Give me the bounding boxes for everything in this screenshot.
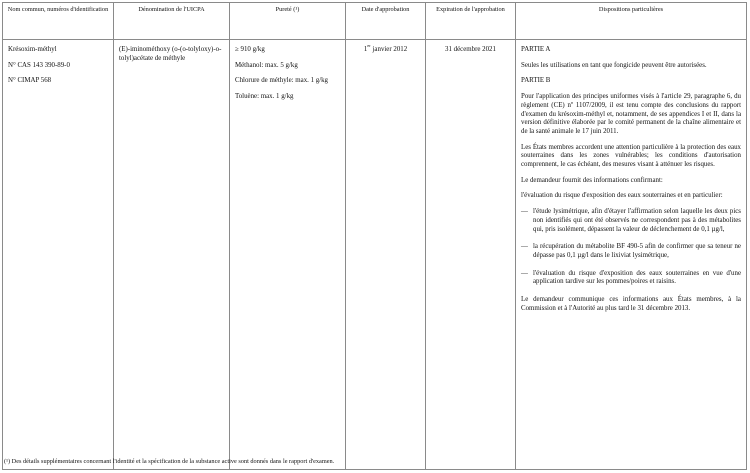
dash-marker: — [521,208,528,216]
substance-table [2,2,747,470]
cell-provisions [516,40,747,470]
purity-main: ≥ 910 g/kg [235,46,265,53]
substance-name: Krésoxim-méthyl [8,46,57,53]
dash-marker: — [521,269,528,277]
cipac-number: N° CIMAP 568 [8,77,52,85]
provision-paragraph: l'évaluation du risque d'exposition des eaux souterraines et en particulier: [521,192,723,200]
dash-marker: — [521,243,528,251]
cell-common-name [3,40,114,470]
header-iupac-name: Dénomination de l'UICPA [114,3,230,40]
expiration-date: 31 décembre 2021 [445,46,496,53]
cell-iupac-name [114,40,230,470]
header-approval-date: Date d'approbation [346,3,426,40]
provision-paragraph: Pour l'application des principes uniformes visés à l'article 29, paragraphe 6, du règlement (CE) nº 1107/2009, il est tenu compte des conclusions du rapport d'examen du krésoxim-méthyl et, notamment, de ses appendices I et II, dans la version définitive élaborée par le comité permanent de la chaîne alimentaire et de la santé animale le 17 juin 2011. [521,93,741,135]
part-a-text: Seules les utilisations en tant que fongicide peuvent être autorisées. [521,61,707,69]
list-item [521,243,741,260]
header-expiration: Expiration de l'approbation [426,3,516,40]
iupac-name: (E)-iminométhoxy (o-(o-tolyloxy)-o-tolyl)acétate de méthyle [119,46,222,62]
approval-month-year: janvier 2012 [370,46,408,53]
purity-methyl-chloride: Chlorure de méthyle: max. 1 g/kg [235,77,329,85]
list-item [521,208,741,234]
purity-toluene: Toluène: max. 1 g/kg [235,93,294,101]
table-row [3,40,747,470]
provision-paragraph: Les États membres accordent une attention particulière à la protection des eaux souterraines dans les zones vulnérables; les conditions d'autorisation comprennent, le cas échéant, des mesures visant à atténuer les risques. [521,143,741,169]
approval-day: 1 [363,46,368,53]
cell-approval-date [346,40,426,470]
provision-paragraph: Le demandeur fournit des informations confirmant: [521,176,663,184]
header-purity: Pureté (¹) [230,3,346,40]
list-item-text: la récupération du métabolite BF 490-5 afin de confirmer que sa teneur ne dépasse pas 0,1 µg/l dans le lixiviat lysimétrique, [533,243,741,259]
list-item-text: l'étude lysimétrique, afin d'étayer l'affirmation selon laquelle les deux pics non identifiés qui ont été observés ne correspondent pas à des métabolites qui, pris isolément, dépassent la valeur de déclenchement de 0,1 µg/l, [533,208,741,233]
header-provisions: Dispositions particulières [516,3,747,40]
footnote: (¹) Des détails supplémentaires concernant l'identité et la spécification de la substance active sont donnés dans le rapport d'examen. [4,458,335,465]
cell-purity [230,40,346,470]
part-b-title: PARTIE B [521,77,551,85]
provision-paragraph: Le demandeur communique ces informations aux États membres, à la Commission et à l'Autorité au plus tard le 31 décembre 2013. [521,296,741,312]
list-item [521,270,741,287]
part-a-title: PARTIE A [521,46,551,53]
purity-methanol: Méthanol: max. 5 g/kg [235,61,298,69]
approval-day-suffix: er [367,43,371,48]
header-common-name: Nom commun, numéros d'identification [3,3,114,40]
cell-expiration [426,40,516,470]
list-item-text: l'évaluation du risque d'exposition des eaux souterraines en vue d'une application tardive sur les pommes/poires et raisins. [533,269,741,286]
cas-number: N° CAS 143 390-89-0 [8,61,70,69]
table-header-row [3,3,747,40]
